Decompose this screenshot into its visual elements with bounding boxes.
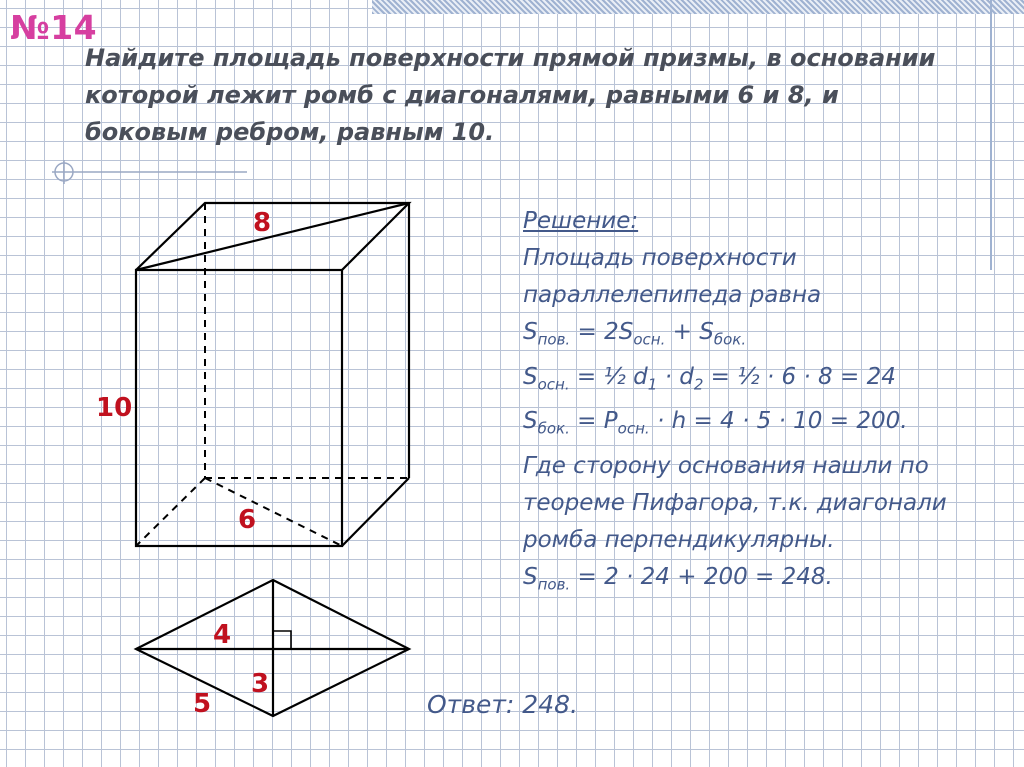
prism-bottom-right-edge <box>342 478 409 546</box>
task-number: №14 <box>10 8 98 47</box>
label-half-short: 3 <box>251 669 270 699</box>
label-side: 5 <box>193 689 212 719</box>
formula-base: $S_{осн.}$ = ½ $d_1 \cdot d_2$ = ½ · 6 · 8 = 24 <box>523 363 896 394</box>
solution-line: параллелепипеда равна <box>523 282 822 308</box>
formula-total: $S_{пов.} = 2 \cdot 24 + 200 = 248$. <box>523 563 833 594</box>
top-diagonal-line <box>136 203 409 270</box>
formula-surface: $S_{пов.} = 2S_{осн.} + S_{бок.}$ <box>523 319 747 349</box>
solution-title: Решение: <box>523 208 639 234</box>
solution-line: Где сторону основания нашли по <box>523 452 929 479</box>
hidden-bottom-diagonal <box>205 478 342 546</box>
problem-line: которой лежит ромб с диагоналями, равными 6 и 8, и <box>85 81 839 109</box>
formula-lateral: $S_{бок.} = P_{осн.} \cdot h = 4 \cdot 5 \cdot 10 = 200$. <box>523 408 908 438</box>
right-angle-mark <box>273 631 291 649</box>
label-half-long: 4 <box>213 620 232 650</box>
solution-line: теореме Пифагора, т.к. диагонали <box>523 489 947 516</box>
answer-text: Ответ: 248. <box>427 690 578 719</box>
solution-line: Площадь поверхности <box>523 245 797 271</box>
problem-line: боковым ребром, равным 10. <box>85 118 495 146</box>
label-bottom-diagonal: 6 <box>238 505 257 535</box>
rhombus-diagram <box>136 580 409 716</box>
solution-block <box>523 203 1003 603</box>
solution-line: ромба перпендикулярны. <box>523 526 835 553</box>
label-top-diagonal: 8 <box>253 208 272 238</box>
label-edge: 10 <box>96 393 133 423</box>
hidden-left-edge <box>136 478 205 546</box>
problem-line: Найдите площадь поверхности прямой призмы, в основании <box>85 44 936 72</box>
